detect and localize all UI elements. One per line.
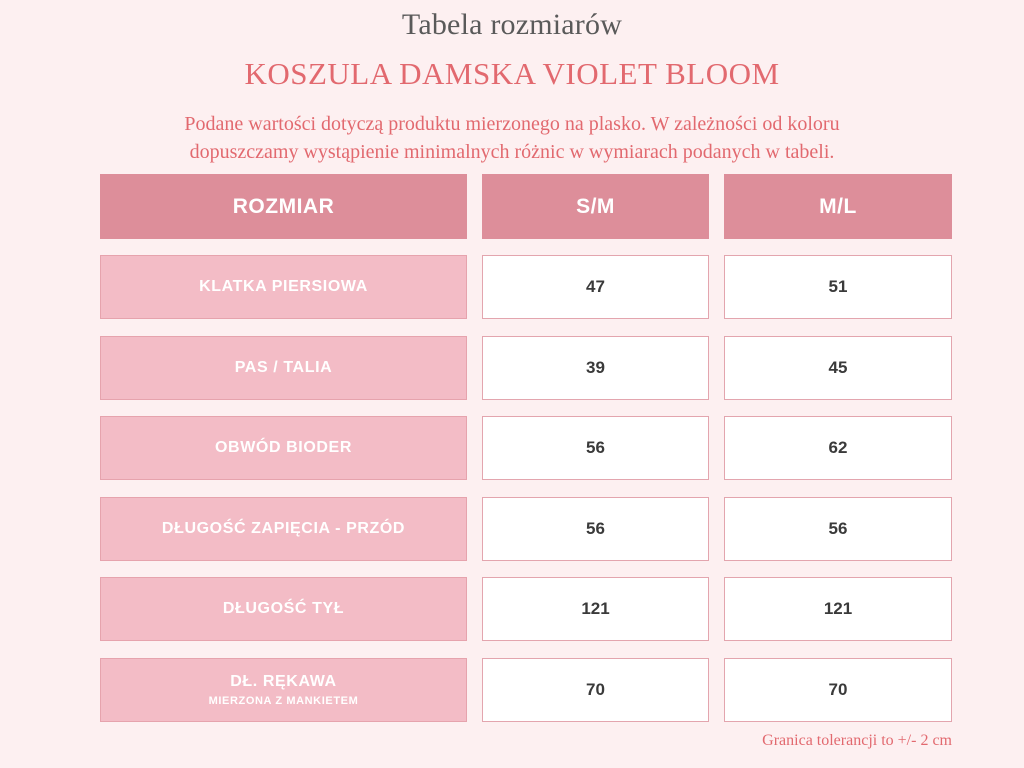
tolerance-note: Granica tolerancji to +/- 2 cm xyxy=(762,732,952,749)
product-name: KOSZULA DAMSKA VIOLET BLOOM xyxy=(244,56,780,91)
row-label-text: DŁ. RĘKAWA xyxy=(230,673,337,690)
row-label-text: DŁUGOŚĆ TYŁ xyxy=(222,600,345,617)
header-sm: S/M xyxy=(482,174,709,239)
row-label-subtext: MIERZONA Z MANKIETEM xyxy=(208,695,359,707)
note-line-1: Podane wartości dotyczą produktu mierzonego na plasko. W zależności od koloru xyxy=(184,113,840,135)
row-label-text: OBWÓD BIODER xyxy=(215,439,352,456)
page-title: Tabela rozmiarów xyxy=(401,8,623,41)
header-ml: M/L xyxy=(724,174,952,239)
cell-hips-ml: 62 xyxy=(724,416,952,480)
row-label-front-closure-length xyxy=(100,497,467,561)
cell-back-length-ml: 121 xyxy=(724,577,952,641)
cell-back-length-sm: 121 xyxy=(482,577,709,641)
cell-sleeve-ml: 70 xyxy=(724,658,952,722)
row-label-waist xyxy=(100,336,467,400)
measurement-note xyxy=(100,110,924,166)
cell-hips-sm: 56 xyxy=(482,416,709,480)
cell-waist-ml: 45 xyxy=(724,336,952,400)
cell-sleeve-sm: 70 xyxy=(482,658,709,722)
cell-chest-sm: 47 xyxy=(482,255,709,319)
cell-front-length-ml: 56 xyxy=(724,497,952,561)
row-label-back-length xyxy=(100,577,467,641)
row-label-text: DŁUGOŚĆ ZAPIĘCIA - PRZÓD xyxy=(161,520,406,537)
row-label-sleeve-length xyxy=(100,658,467,722)
note-line-2: dopuszczamy wystąpienie minimalnych różnic w wymiarach podanych w tabeli. xyxy=(189,141,835,163)
row-label-text: PAS / TALIA xyxy=(234,359,333,376)
row-label-chest xyxy=(100,255,467,319)
header-size: ROZMIAR xyxy=(100,174,467,239)
cell-waist-sm: 39 xyxy=(482,336,709,400)
row-label-text: KLATKA PIERSIOWA xyxy=(199,278,368,295)
row-label-hips xyxy=(100,416,467,480)
cell-chest-ml: 51 xyxy=(724,255,952,319)
cell-front-length-sm: 56 xyxy=(482,497,709,561)
